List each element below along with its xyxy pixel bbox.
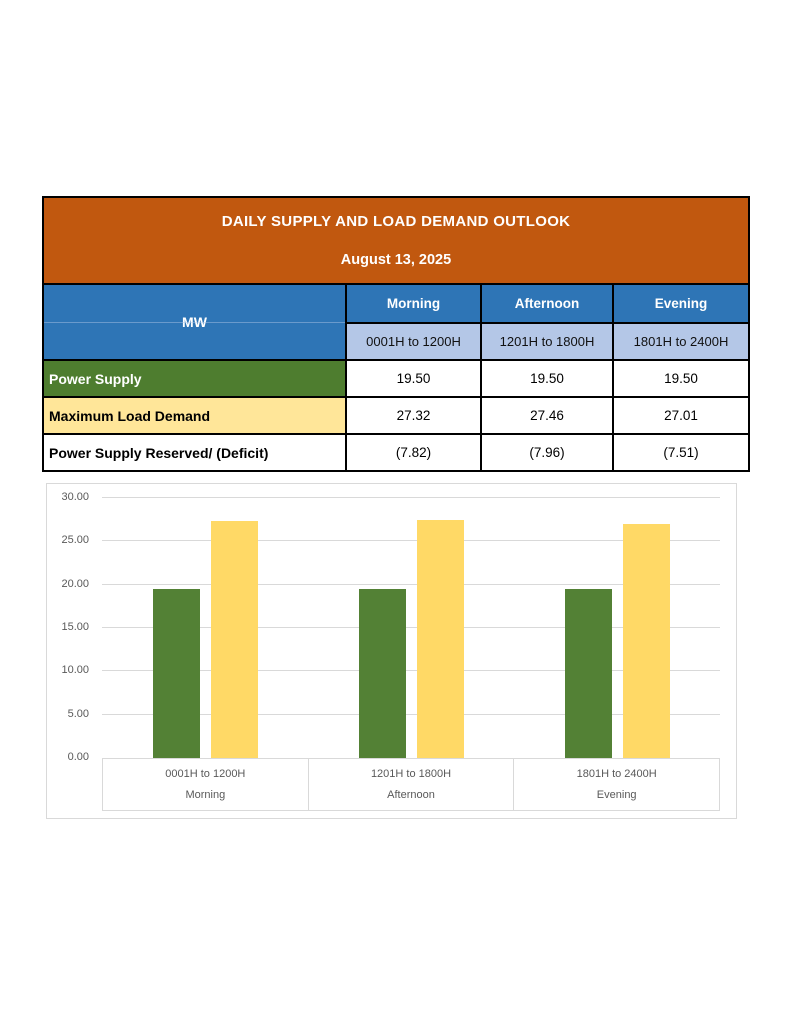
unit-header-cell bbox=[43, 284, 346, 360]
column-header-evening: Evening bbox=[613, 284, 749, 323]
y-tick-label: 10.00 bbox=[61, 664, 89, 677]
reserve-morning-value: (7.82) bbox=[346, 434, 481, 471]
row-label-power-supply: Power Supply bbox=[43, 360, 346, 397]
merged-cell-divider bbox=[44, 322, 345, 323]
table-title-row bbox=[43, 197, 749, 284]
power-supply-evening-value: 19.50 bbox=[613, 360, 749, 397]
max-load-evening-value: 27.01 bbox=[613, 397, 749, 434]
x-range-label: 0001H to 1200H bbox=[165, 768, 246, 780]
power-supply-morning-value: 19.50 bbox=[346, 360, 481, 397]
table-row-max-load-demand bbox=[43, 397, 749, 434]
time-range-afternoon: 1201H to 1800H bbox=[481, 323, 613, 360]
bar-group-evening bbox=[514, 484, 720, 758]
row-label-max-load-demand: Maximum Load Demand bbox=[43, 397, 346, 434]
time-range-morning: 0001H to 1200H bbox=[346, 323, 481, 360]
column-header-morning: Morning bbox=[346, 284, 481, 323]
unit-header-label: MW bbox=[182, 314, 207, 330]
supply-demand-table bbox=[42, 196, 750, 472]
power-supply-afternoon-value: 19.50 bbox=[481, 360, 613, 397]
y-tick-label: 25.00 bbox=[61, 534, 89, 547]
bar-group-afternoon bbox=[308, 484, 514, 758]
reserve-afternoon-value: (7.96) bbox=[481, 434, 613, 471]
bar-maximum-load-demand-morning bbox=[211, 521, 258, 758]
x-period-label: Evening bbox=[596, 789, 637, 801]
x-range-label: 1801H to 2400H bbox=[576, 768, 657, 780]
time-range-evening: 1801H to 2400H bbox=[613, 323, 749, 360]
row-label-reserve-deficit: Power Supply Reserved/ (Deficit) bbox=[43, 434, 346, 471]
column-header-afternoon: Afternoon bbox=[481, 284, 613, 323]
period-header-row bbox=[43, 284, 749, 323]
chart-x-axis bbox=[102, 758, 720, 811]
max-load-morning-value: 27.32 bbox=[346, 397, 481, 434]
y-tick-label: 0.00 bbox=[67, 751, 89, 763]
chart-y-axis bbox=[47, 484, 102, 763]
x-category-evening bbox=[513, 759, 719, 810]
x-category-morning bbox=[103, 759, 308, 810]
bar-maximum-load-demand-evening bbox=[623, 524, 670, 758]
report-title: DAILY SUPPLY AND LOAD DEMAND OUTLOOK bbox=[221, 213, 571, 230]
x-period-label: Morning bbox=[185, 789, 226, 801]
max-load-afternoon-value: 27.46 bbox=[481, 397, 613, 434]
x-period-label: Afternoon bbox=[387, 789, 435, 801]
supply-demand-bar-chart bbox=[46, 483, 737, 819]
x-category-afternoon bbox=[308, 759, 514, 810]
y-tick-label: 30.00 bbox=[61, 491, 89, 503]
bar-power-supply-evening bbox=[565, 589, 612, 758]
table-row-power-supply bbox=[43, 360, 749, 397]
table-row-reserve-deficit bbox=[43, 434, 749, 471]
bar-group-morning bbox=[102, 484, 308, 758]
table-title-cell bbox=[43, 197, 749, 284]
report-date: August 13, 2025 bbox=[340, 252, 452, 268]
bar-power-supply-morning bbox=[153, 589, 200, 758]
bar-maximum-load-demand-afternoon bbox=[417, 520, 464, 758]
y-tick-label: 5.00 bbox=[67, 707, 89, 720]
y-tick-label: 15.00 bbox=[61, 621, 89, 633]
reserve-evening-value: (7.51) bbox=[613, 434, 749, 471]
x-range-label: 1201H to 1800H bbox=[370, 768, 452, 780]
chart-plot-area bbox=[102, 484, 720, 758]
bar-power-supply-afternoon bbox=[359, 589, 406, 758]
y-tick-label: 20.00 bbox=[61, 577, 89, 590]
